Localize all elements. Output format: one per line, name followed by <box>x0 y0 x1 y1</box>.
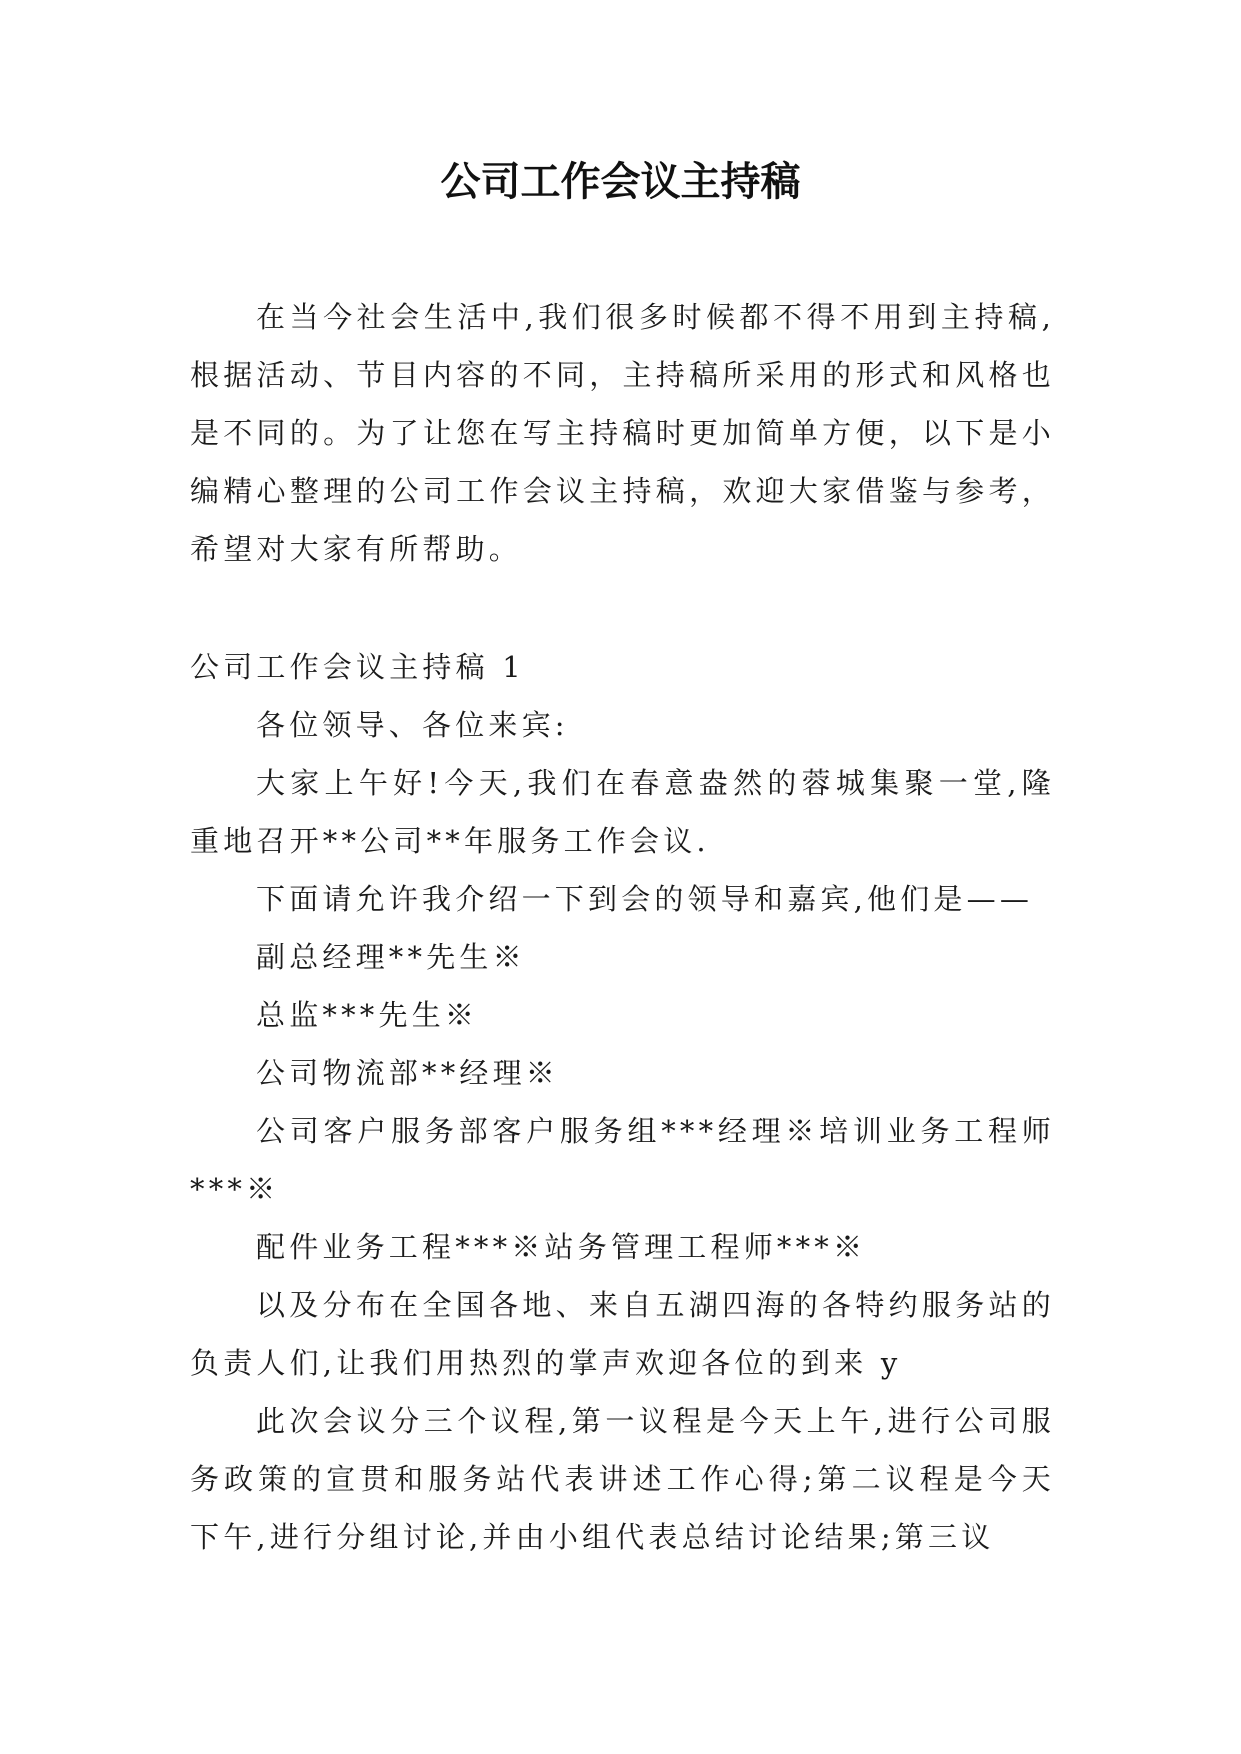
guest-line: 公司客户服务部客户服务组***经理※培训业务工程师***※ <box>190 1114 1055 1206</box>
guest-line: 配件业务工程***※站务管理工程师***※ <box>256 1230 867 1264</box>
section-heading: 公司工作会议主持稿 1 <box>190 650 525 684</box>
section-block <box>190 638 1055 1566</box>
paragraph-opening: 大家上午好!今天,我们在春意盎然的蓉城集聚一堂,隆重地召开**公司**年服务工作会议. <box>190 766 1055 858</box>
guest-line: 总监***先生※ <box>256 998 479 1032</box>
paragraph-welcome: 以及分布在全国各地、来自五湖四海的各特约服务站的负责人们,让我们用热烈的掌声欢迎各位的到来 y <box>190 1288 1055 1380</box>
intro-block <box>190 288 1055 578</box>
page-title: 公司工作会议主持稿 <box>440 159 801 205</box>
paragraph-greeting: 各位领导、各位来宾: <box>256 708 569 742</box>
guest-line: 公司物流部**经理※ <box>256 1056 560 1090</box>
guest-line: 副总经理**先生※ <box>256 940 526 974</box>
intro-paragraph: 在当今社会生活中,我们很多时候都不得不用到主持稿,根据活动、节目内容的不同，主持稿所采用的形式和风格也是不同的。为了让您在写主持稿时更加简单方便，以下是小编精心整理的公司工作会议主持稿，欢迎大家借鉴与参考，希望对大家有所帮助。 <box>190 300 1055 566</box>
paragraph-agenda: 此次会议分三个议程,第一议程是今天上午,进行公司服务政策的宣贯和服务站代表讲述工作心得;第二议程是今天下午,进行分组讨论,并由小组代表总结讨论结果;第三议 <box>190 1404 1056 1554</box>
paragraph-introduction: 下面请允许我介绍一下到会的领导和嘉宾,他们是—— <box>256 882 1034 916</box>
